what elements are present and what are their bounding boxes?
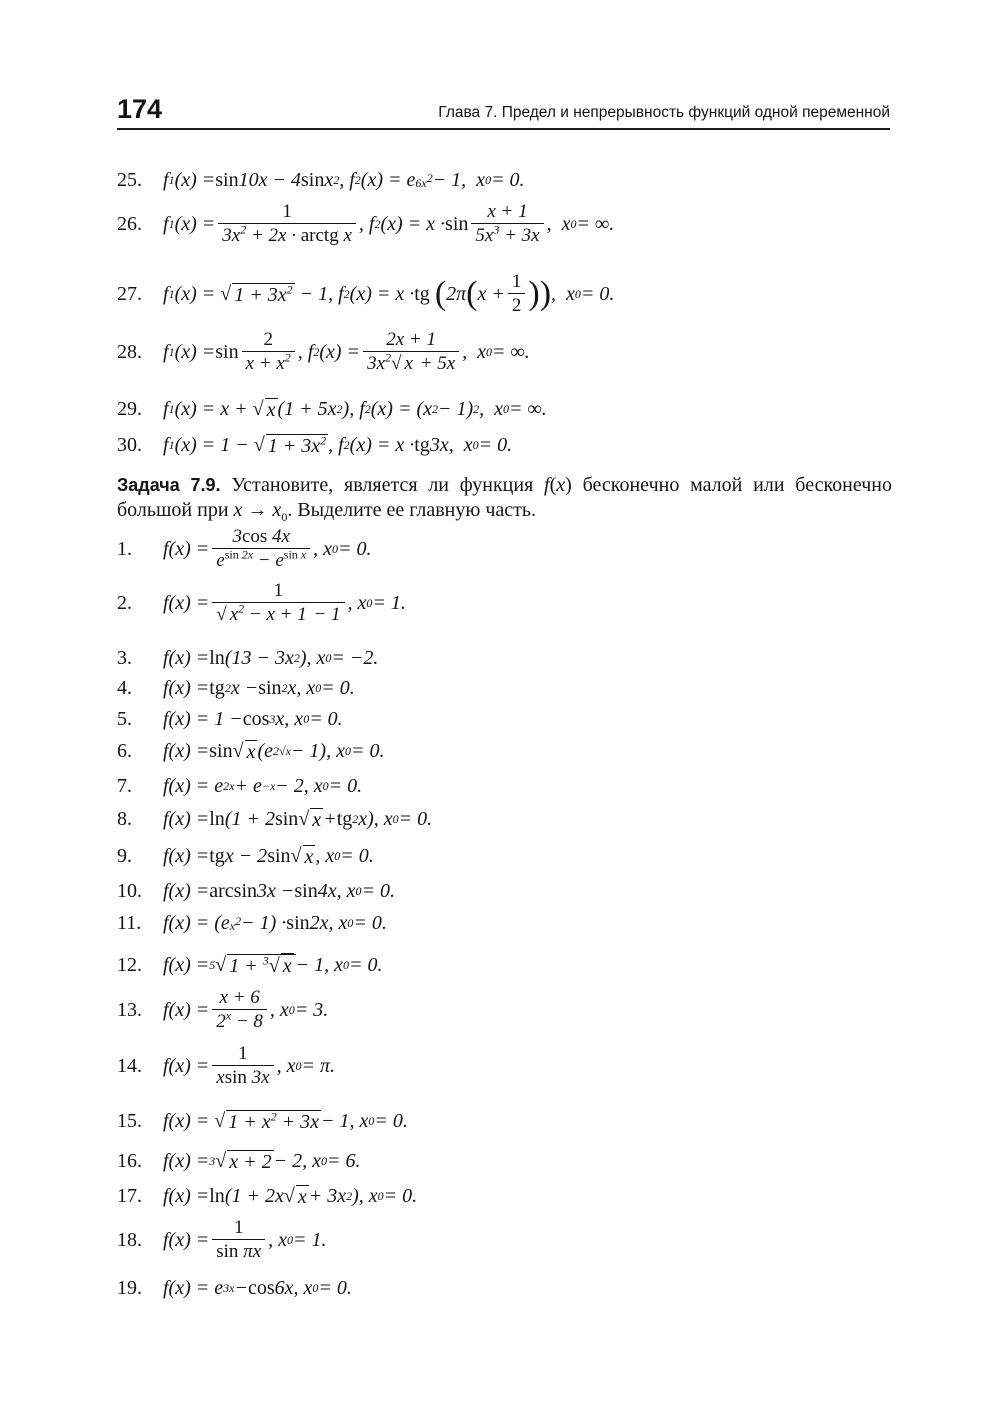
item-number: 5. xyxy=(117,708,132,730)
formula: f(x) = $\frac{3\cos 4x}{e^{sin 2x} - e^{sin x}}$ , x 0 = 0. xyxy=(163,526,372,571)
item-number: 17. xyxy=(117,1185,142,1207)
item-number: 15. xyxy=(117,1110,142,1132)
item-number: 3. xyxy=(117,647,132,669)
formula: f(x) = $\frac{1}{\text{sin πx}}$ , x 0 = 1. xyxy=(163,1217,327,1262)
item-number: 9. xyxy=(117,845,132,867)
exercise-item xyxy=(117,709,917,729)
item-number: 25. xyxy=(117,169,142,191)
item-number: 16. xyxy=(117,1150,142,1172)
exercise-item xyxy=(117,330,917,373)
chapter-title: Глава 7. Предел и непрерывность функций одной переменной xyxy=(438,104,890,121)
task-text-1: Установите, является ли функция xyxy=(220,474,545,496)
exercise-item xyxy=(117,648,917,668)
formula: f 1 (x) = x + √ x (1 + 5x 2 ), f 2 (x) = (x 2 − 1) 2 , x 0 = ∞. xyxy=(163,398,547,421)
exercise-item xyxy=(117,581,917,624)
item-number: 18. xyxy=(117,1228,142,1251)
formula: f(x) = tg x − 2 sin √ x , x 0 = 0. xyxy=(163,845,374,868)
exercise-item xyxy=(117,845,917,867)
exercise-item xyxy=(117,272,917,315)
task-text-3: . Выделите ее главную часть. xyxy=(287,499,537,521)
item-number: 29. xyxy=(117,398,142,420)
page-number: 174 xyxy=(117,94,163,124)
exercise-item xyxy=(117,170,917,190)
exercise-item xyxy=(117,1185,917,1207)
task-statement: Задача 7.9. Установите, является ли функция f(x) бесконечно малой или бесконечно большой при $x \to x_0$. Выделите ее главную часть. xyxy=(117,474,892,524)
formula: f(x) = sin √ x (e 2√x − 1), x 0 = 0. xyxy=(163,740,385,763)
item-number: 28. xyxy=(117,340,142,363)
formula: f(x) = (e $x^2$ − 1) · sin 2x, x 0 = 0. xyxy=(163,912,387,934)
formula: f 1 (x) = 1 − √ $1 + 3x^2$ , f 2 (x) = x · tg 3x, x 0 = 0. xyxy=(163,433,513,457)
task-label: Задача 7.9. xyxy=(117,475,221,495)
exercise-item xyxy=(117,988,917,1031)
exercise-item xyxy=(117,527,917,570)
formula: f 1 (x) = sin $\frac{2}{x + x^2}$ , f 2 (x) = $\frac{2x + 1}{3x^2√ x + 5x}$ , x 0 = ∞. xyxy=(163,329,530,374)
formula: f(x) = ln (1 + 2 sin √ x + tg 2 x), x 0 = 0. xyxy=(163,808,433,831)
exercise-item xyxy=(117,808,917,830)
exercise-item xyxy=(117,1278,917,1298)
exercise-item xyxy=(117,776,917,796)
item-number: 12. xyxy=(117,954,142,976)
formula: f(x) = $\frac{1}{√ x^2 - x + 1 - 1}$ , x 0 = 1. xyxy=(163,580,406,625)
exercise-item xyxy=(117,1110,917,1132)
item-number: 4. xyxy=(117,677,132,699)
formula: f(x) = √ $1 + x^2 + 3x$ − 1, x 0 = 0. xyxy=(163,1109,408,1133)
page-header xyxy=(117,92,890,130)
exercise-item xyxy=(117,202,917,245)
item-number: 10. xyxy=(117,880,142,902)
item-number: 19. xyxy=(117,1277,142,1299)
formula: f(x) = e 2x + e −x − 2, x 0 = 0. xyxy=(163,775,363,797)
formula: f(x) = tg 2 x − sin 2 x, x 0 = 0. xyxy=(163,677,355,699)
item-number: 27. xyxy=(117,282,142,305)
exercise-item xyxy=(117,881,917,901)
exercise-item xyxy=(117,913,917,933)
exercise-item xyxy=(117,398,917,420)
formula: f(x) = ln (1 + 2x√ x + 3x 2 ), x 0 = 0. xyxy=(163,1185,418,1208)
exercise-item xyxy=(117,434,917,456)
exercise-item xyxy=(117,954,917,976)
formula: f(x) = $\frac{x + 6}{2^x - 8}$ , x 0 = 3. xyxy=(163,987,329,1032)
formula: f 1 (x) = √ $1 + 3x^2$ − 1, f 2 (x) = x · tg ( 2π ( x + $\frac{1}{2}$ )) , x 0 = 0. xyxy=(163,271,615,316)
exercise-item xyxy=(117,740,917,762)
formula: f(x) = e 3x − cos 6x, x 0 = 0. xyxy=(163,1277,352,1299)
item-number: 6. xyxy=(117,740,132,762)
formula: f(x) = $\frac{1}{xsin 3x}$ , x 0 = π. xyxy=(163,1043,335,1088)
formula: f(x) = arcsin 3x − sin 4x, x 0 = 0. xyxy=(163,880,395,902)
formula: f 1 (x) = $\frac{1}{3x^2 + 2x \cdot arctg x}$ , f 2 (x) = x · sin $\frac{x + 1}{5x^3 + 3x}$ , x 0 = ∞. xyxy=(163,201,615,246)
task-text-2: бесконечно малой или бесконечно большой при xyxy=(117,474,892,521)
exercise-item xyxy=(117,678,917,698)
formula: f 1 (x) = sin 10x − 4 sin x 2 , f 2 (x) = e $6x^2$ − 1, x 0 = 0. xyxy=(163,169,525,191)
item-number: 14. xyxy=(117,1054,142,1077)
item-number: 11. xyxy=(117,912,142,934)
item-number: 1. xyxy=(117,537,132,560)
exercise-item xyxy=(117,1218,917,1261)
exercise-item xyxy=(117,1150,917,1172)
item-number: 8. xyxy=(117,808,132,830)
item-number: 26. xyxy=(117,212,142,235)
formula: f(x) = ln (13 − 3x 2 ), x 0 = −2. xyxy=(163,647,379,669)
item-number: 2. xyxy=(117,591,132,614)
item-number: 13. xyxy=(117,998,142,1021)
formula: f(x) = 5 √ 1 + $^3$√ x − 1, x 0 = 0. xyxy=(163,953,383,977)
formula: f(x) = 1 − cos 3 x, x 0 = 0. xyxy=(163,708,343,730)
item-number: 7. xyxy=(117,775,132,797)
formula: f(x) = 3 √ x + 2 − 2, x 0 = 6. xyxy=(163,1150,361,1173)
item-number: 30. xyxy=(117,434,142,456)
exercise-item xyxy=(117,1044,917,1087)
